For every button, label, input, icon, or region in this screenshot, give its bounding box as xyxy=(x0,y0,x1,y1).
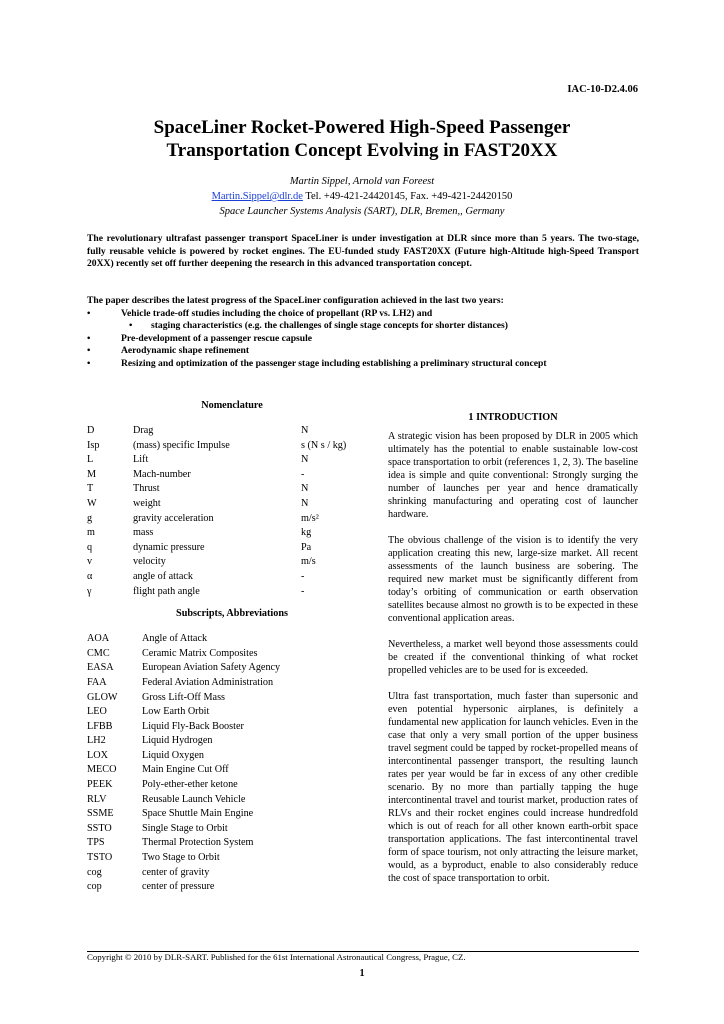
expansion: Liquid Oxygen xyxy=(142,749,204,761)
nomenclature-table xyxy=(87,425,367,600)
intro-paragraph-2: The obvious challenge of the vision is to identify the very application creating this new, large-size market. All recent assessments of the launch business are sobering. The required new market must be significantly different from today’s orbiting of communication or earth observation satellites because almost no growth is to be expected in these conventional application areas. xyxy=(388,535,638,624)
paper-title xyxy=(60,116,664,162)
abbreviation: EASA xyxy=(87,662,114,674)
expansion: Ceramic Matrix Composites xyxy=(142,647,258,659)
expansion: European Aviation Safety Agency xyxy=(142,662,281,674)
abbreviation: LFBB xyxy=(87,720,113,732)
abbreviation: RLV xyxy=(87,793,107,805)
bullet-item: • Vehicle trade-off studies including the choice of propellant (RP vs. LH2) and xyxy=(87,307,433,319)
abstract-paragraph-2 xyxy=(87,295,639,370)
description: velocity xyxy=(133,556,166,568)
abbreviation-row xyxy=(87,662,377,677)
abbreviation: LOX xyxy=(87,749,108,761)
bullet-marker: • xyxy=(87,357,91,369)
unit: N xyxy=(301,483,309,495)
nomenclature-row xyxy=(87,513,367,528)
contact-line xyxy=(60,189,664,204)
symbol: W xyxy=(87,497,97,509)
unit: - xyxy=(301,570,305,582)
nomenclature-row xyxy=(87,498,367,513)
abbreviation-row xyxy=(87,837,377,852)
abbreviation: TPS xyxy=(87,837,105,849)
copyright-footer: Copyright © 2010 by DLR-SART. Published for the 61st International Astronautical Congress, Prague, CZ. xyxy=(87,952,466,962)
description: mass xyxy=(133,527,154,539)
abbreviation-row xyxy=(87,721,377,736)
nomenclature-row xyxy=(87,586,367,601)
symbol: T xyxy=(87,483,94,495)
author-block xyxy=(60,174,664,219)
abbreviation: AOA xyxy=(87,633,110,645)
intro-paragraph-4: Ultra fast transportation, much faster than supersonic and even potential hypersonic airplanes, is definitely a fundamental new application for launch vehicles. Even in the case that only a very small portion of the upper business travel segment could be tapped by rocket-propelled means of intercontinental passenger transport, the resulting launch rates per year would be far in excess of any other credible scenario. By no more than partially tapping the huge intercontinental travel and tourist market, production rates of RLVs and their rocket engines could increase hundredfold which is out of reach for all other known earth-orbit space transportation applications. The fast intercontinental travel form of space tourism, not only attracting the leisure market, would, as a byproduct, enable to also considerably reduce the cost of space transportation to orbit. xyxy=(388,691,638,884)
unit: kg xyxy=(301,527,312,539)
title-line-2: Transportation Concept Evolving in FAST20XX xyxy=(166,140,558,161)
expansion: Two Stage to Orbit xyxy=(142,852,220,864)
unit: N xyxy=(301,425,309,436)
bullet-item: • Aerodynamic shape refinement xyxy=(87,345,250,356)
nomenclature-heading: Nomenclature xyxy=(201,400,263,411)
nomenclature-row xyxy=(87,483,367,498)
abbreviation: PEEK xyxy=(87,779,113,791)
abbreviation: FAA xyxy=(87,676,107,688)
expansion: Liquid Fly-Back Booster xyxy=(142,720,244,732)
abbreviation: LEO xyxy=(87,706,107,718)
expansion: center of pressure xyxy=(142,881,215,893)
description: Mach-number xyxy=(133,468,191,480)
left-column xyxy=(87,400,377,896)
nomenclature-row xyxy=(87,556,367,571)
abbreviation-row xyxy=(87,794,377,809)
abbreviation-row xyxy=(87,692,377,707)
nomenclature-row xyxy=(87,571,367,586)
symbol: α xyxy=(87,570,93,582)
expansion: Federal Aviation Administration xyxy=(142,676,274,688)
right-column xyxy=(388,411,638,898)
bullet-marker: • xyxy=(87,345,91,356)
description: angle of attack xyxy=(133,570,193,582)
expansion: Liquid Hydrogen xyxy=(142,735,213,747)
description: gravity acceleration xyxy=(133,512,214,524)
affiliation: Space Launcher Systems Analysis (SART), DLR, Bremen,, Germany xyxy=(219,206,505,217)
symbol: Isp xyxy=(87,439,100,451)
symbol: m xyxy=(87,527,95,539)
symbol: L xyxy=(87,454,94,466)
expansion: Low Earth Orbit xyxy=(142,706,210,718)
expansion: Thermal Protection System xyxy=(142,837,254,849)
unit: m/s xyxy=(301,556,316,568)
abbreviation-row xyxy=(87,823,377,838)
abbreviation-row xyxy=(87,677,377,692)
description: (mass) specific Impulse xyxy=(133,439,230,451)
document-id: IAC-10-D2.4.06 xyxy=(567,84,638,95)
abbreviation: SSTO xyxy=(87,822,112,834)
abbreviation-row xyxy=(87,750,377,765)
abbreviation: MECO xyxy=(87,764,117,776)
unit: - xyxy=(301,468,305,480)
symbol: γ xyxy=(87,585,92,597)
abbreviation: CMC xyxy=(87,647,110,659)
bullet-item: • Pre-development of a passenger rescue capsule xyxy=(87,332,313,344)
expansion: Main Engine Cut Off xyxy=(142,764,229,776)
abbreviation-row xyxy=(87,852,377,867)
expansion: Single Stage to Orbit xyxy=(142,822,228,834)
unit: - xyxy=(301,585,305,597)
expansion: Space Shuttle Main Engine xyxy=(142,808,254,820)
symbol: v xyxy=(87,556,93,568)
description: Drag xyxy=(133,425,154,436)
bullet-item: • Resizing and optimization of the passenger stage including establishing a preliminary structural concept xyxy=(87,357,547,369)
sub-bullet-item: • staging characteristics (e.g. the challenges of single stage concepts for shorter distances) xyxy=(129,320,508,331)
abbreviation: GLOW xyxy=(87,691,118,703)
abstract-intro: The paper describes the latest progress of the SpaceLiner configuration achieved in the last two years: xyxy=(87,295,504,306)
phone-fax: Tel. +49-421-24420145, Fax. +49-421-24420150 xyxy=(302,191,513,202)
unit: m/s² xyxy=(301,512,319,524)
symbol: q xyxy=(87,541,93,553)
abbreviation-row xyxy=(87,881,377,896)
intro-paragraph-1: A strategic vision has been proposed by DLR in 2005 which ultimately has the potential to enable sustainable low-cost space transportation to orbit (references 1, 2, 3). The baseline idea is simple and quite conventional: Strongly surging the number of launches per year and hence dramatically shrinking manufacturing and operating cost of launcher hardware. xyxy=(388,431,638,520)
symbol: D xyxy=(87,425,95,436)
nomenclature-row xyxy=(87,425,367,440)
abbreviation-row xyxy=(87,808,377,823)
unit: Pa xyxy=(301,541,312,553)
description: weight xyxy=(133,497,161,509)
expansion: Reusable Launch Vehicle xyxy=(142,793,246,805)
abbreviation-row xyxy=(87,648,377,663)
unit: s (N s / kg) xyxy=(301,439,347,451)
description: Thrust xyxy=(133,483,160,495)
abbreviation: LH2 xyxy=(87,735,106,747)
introduction-heading: 1 INTRODUCTION xyxy=(468,412,558,423)
bullet-marker: • xyxy=(87,307,91,319)
nomenclature-row xyxy=(87,527,367,542)
abbreviation: SSME xyxy=(87,808,114,820)
abbreviation-row xyxy=(87,764,377,779)
email-link[interactable]: Martin.Sippel@dlr.de xyxy=(211,191,303,202)
description: Lift xyxy=(133,454,149,466)
expansion: Angle of Attack xyxy=(142,633,208,645)
abbreviation: cop xyxy=(87,881,102,893)
author-names: Martin Sippel, Arnold van Foreest xyxy=(289,176,435,187)
abbreviations-table xyxy=(87,633,377,896)
symbol: g xyxy=(87,512,93,524)
expansion: Poly-ether-ether ketone xyxy=(142,779,238,791)
abstract-paragraph-1: The revolutionary ultrafast passenger transport SpaceLiner is under investigation at DLR since more than 5 years. The two-stage, fully reusable vehicle is powered by rocket engines. The EU-funded study FAST20XX (Future high-Altitude high-Speed Transport 20XX) recently set off further deepening the research in this advanced transportation concept. xyxy=(87,233,639,269)
nomenclature-row xyxy=(87,469,367,484)
bullet-marker: • xyxy=(129,320,133,331)
description: dynamic pressure xyxy=(133,541,205,553)
abbreviation-row xyxy=(87,633,377,648)
abbreviation: TSTO xyxy=(87,852,113,864)
abbreviation-row xyxy=(87,735,377,750)
abbreviation-row xyxy=(87,867,377,882)
abbreviation-row xyxy=(87,779,377,794)
expansion: center of gravity xyxy=(142,866,210,878)
page-number: 1 xyxy=(359,968,365,979)
nomenclature-row xyxy=(87,454,367,469)
unit: N xyxy=(301,454,309,466)
nomenclature-row xyxy=(87,542,367,557)
intro-paragraph-3: Nevertheless, a market well beyond those assessments could be created if the conventional thinking of what rocket propelled vehicles are to be used for is exceeded. xyxy=(388,639,638,676)
title-line-1: SpaceLiner Rocket-Powered High-Speed Passenger xyxy=(153,117,571,138)
description: flight path angle xyxy=(133,585,200,597)
abbreviations-heading: Subscripts, Abbreviations xyxy=(176,608,288,620)
abbreviation-row xyxy=(87,706,377,721)
expansion: Gross Lift-Off Mass xyxy=(142,691,226,703)
unit: N xyxy=(301,497,309,509)
bullet-marker: • xyxy=(87,332,91,344)
symbol: M xyxy=(87,468,97,480)
abbreviation: cog xyxy=(87,866,102,878)
nomenclature-row xyxy=(87,440,367,455)
